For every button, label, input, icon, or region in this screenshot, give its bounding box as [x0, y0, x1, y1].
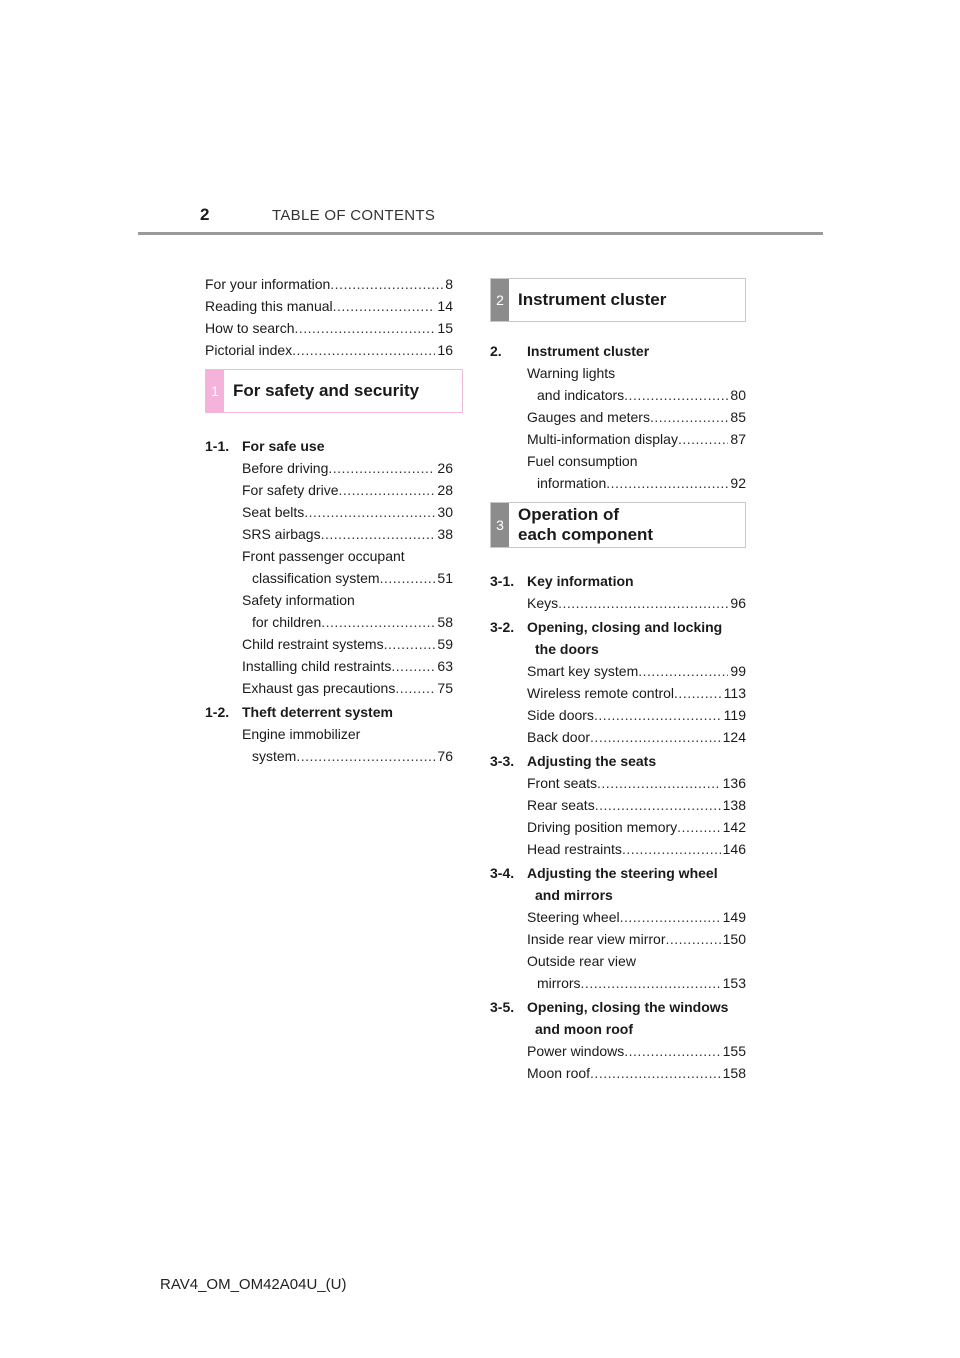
subsection-1-2 — [205, 701, 453, 767]
intro-list — [205, 273, 453, 361]
subsection-heading[interactable]: 1-2. Theft deterrent system — [205, 704, 393, 720]
toc-link[interactable]: Exhaust gas precautions ..... 75 — [242, 677, 453, 699]
toc-link[interactable]: Back door ..... 124 — [527, 726, 746, 748]
toc-link[interactable]: Smart key system ..... 99 — [527, 660, 746, 682]
toc-link[interactable]: Power windows ..... 155 — [527, 1040, 746, 1062]
section-tab-1: 1 — [206, 370, 224, 412]
toc-link-intro-1[interactable]: Reading this manual ..... 14 — [205, 295, 453, 317]
section-heading-3[interactable] — [490, 502, 746, 548]
document-code: RAV4_OM_OM42A04U_(U) — [160, 1276, 347, 1293]
subsection-heading[interactable]: 3-1. Key information — [490, 573, 634, 589]
section-heading-2[interactable] — [490, 278, 746, 322]
toc-left-column — [205, 273, 453, 767]
subsection-heading[interactable]: 2. Instrument cluster — [490, 343, 650, 359]
toc-link[interactable]: Seat belts ..... 30 — [242, 501, 453, 523]
subsection-heading[interactable]: 1-1. For safe use — [205, 438, 325, 454]
toc-link[interactable]: Moon roof ..... 158 — [527, 1062, 746, 1084]
toc-link[interactable]: Fuel consumption information ..... 92 — [527, 450, 746, 494]
page-header-title: TABLE OF CONTENTS — [272, 207, 436, 224]
toc-link[interactable]: Installing child restraints ..... 63 — [242, 655, 453, 677]
toc-link-intro-0[interactable]: For your information ..... 8 — [205, 273, 453, 295]
subsection-heading[interactable]: 3-3. Adjusting the seats — [490, 753, 657, 769]
section-title-1: For safety and security — [233, 381, 420, 400]
toc-link[interactable]: Wireless remote control ..... 113 — [527, 682, 746, 704]
subsection-heading[interactable]: 3-5. Opening, closing the windows — [490, 999, 729, 1015]
toc-link[interactable]: Rear seats ..... 138 — [527, 794, 746, 816]
toc-link[interactable]: Head restraints ..... 146 — [527, 838, 746, 860]
subsection-3-4: 3-4. Adjusting the steering wheel and mirrors Steering wheel ..... 149 Inside rear view mirror ..... 150 Outside rear view mirrors ..... 153 — [490, 862, 746, 994]
section-title-3: Operation of each component — [518, 505, 654, 544]
toc-link[interactable]: Steering wheel ..... 149 — [527, 906, 746, 928]
subsection-1-1 — [205, 435, 453, 699]
subsection-3-5: 3-5. Opening, closing the windows and moon roof Power windows ..... 155 Moon roof ..... 158 — [490, 996, 746, 1084]
header-divider — [138, 232, 823, 235]
toc-link-intro-2[interactable]: How to search ..... 15 — [205, 317, 453, 339]
subsection-3-3 — [490, 750, 746, 860]
toc-link[interactable]: Side doors ..... 119 — [527, 704, 746, 726]
section-tab-2: 2 — [491, 279, 509, 321]
toc-right-column — [490, 278, 746, 1084]
toc-link[interactable]: Front passenger occupant classification system ..... 51 — [242, 545, 453, 589]
section-title-2: Instrument cluster — [518, 290, 667, 309]
toc-link[interactable]: Before driving ..... 26 — [242, 457, 453, 479]
toc-link[interactable]: Inside rear view mirror ..... 150 — [527, 928, 746, 950]
toc-link[interactable]: Outside rear view mirrors ..... 153 — [527, 950, 746, 994]
section-tab-3: 3 — [491, 503, 509, 547]
section-heading-1[interactable] — [205, 369, 463, 413]
toc-link-intro-3[interactable]: Pictorial index ..... 16 — [205, 339, 453, 361]
toc-link[interactable]: For safety drive ..... 28 — [242, 479, 453, 501]
subsection-3-1 — [490, 570, 746, 614]
toc-link[interactable]: Safety information for children ..... 58 — [242, 589, 453, 633]
subsection-3-2: 3-2. Opening, closing and locking the doors Smart key system ..... 99 Wireless remote control ..... 113 Side doors ..... 119 Back door ..... 124 — [490, 616, 746, 748]
page-number: 2 — [200, 205, 210, 224]
toc-link[interactable]: Keys ..... 96 — [527, 592, 746, 614]
toc-link[interactable]: Gauges and meters ..... 85 — [527, 406, 746, 428]
toc-link[interactable]: Multi-information display ..... 87 — [527, 428, 746, 450]
toc-link[interactable]: Warning lights and indicators ..... 80 — [527, 362, 746, 406]
subsection-heading[interactable]: 3-4. Adjusting the steering wheel — [490, 865, 718, 881]
toc-link[interactable]: Child restraint systems ..... 59 — [242, 633, 453, 655]
toc-link[interactable]: Front seats ..... 136 — [527, 772, 746, 794]
subsection-heading[interactable]: 3-2. Opening, closing and locking — [490, 619, 723, 635]
subsection-2 — [490, 340, 746, 494]
toc-link[interactable]: Engine immobilizer system ..... 76 — [242, 723, 453, 767]
toc-link[interactable]: Driving position memory ..... 142 — [527, 816, 746, 838]
toc-link[interactable]: SRS airbags ..... 38 — [242, 523, 453, 545]
